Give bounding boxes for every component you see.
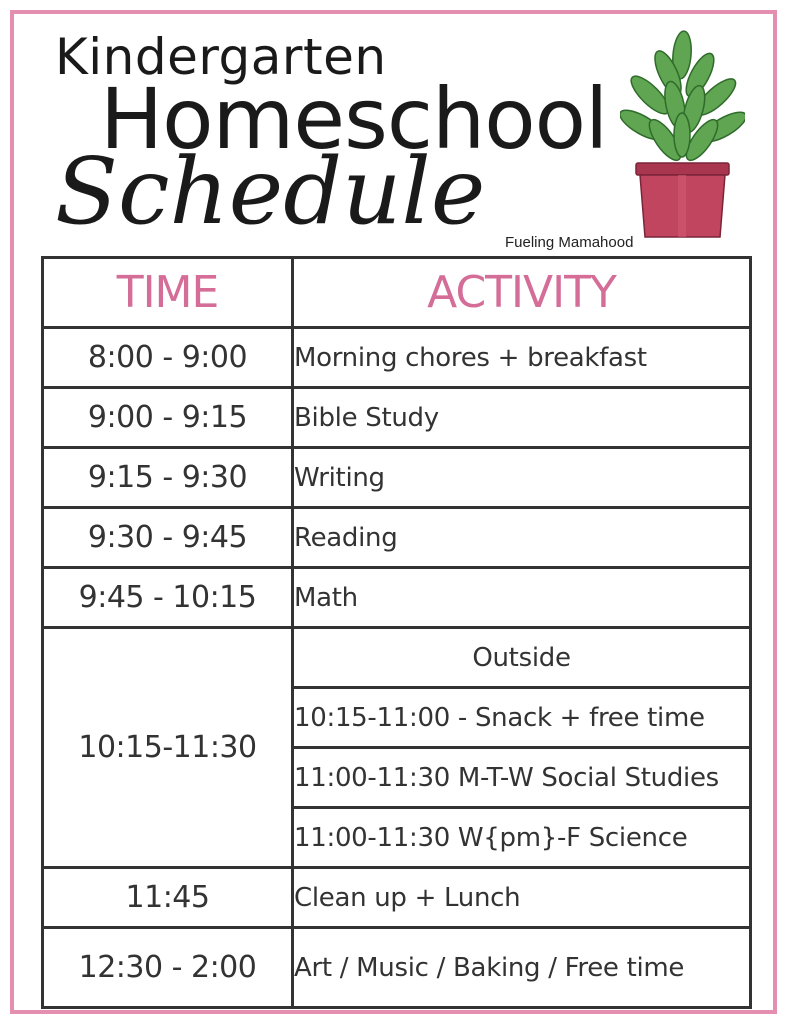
activity-cell: 11:00-11:30 M-T-W Social Studies	[293, 748, 751, 808]
table-row	[43, 328, 751, 388]
table-row	[43, 508, 751, 568]
time-cell-block: 10:15-11:30	[43, 628, 293, 868]
title-homeschool: Homeschool	[100, 70, 608, 168]
table-row	[43, 568, 751, 628]
time-cell: 12:30 - 2:00	[43, 928, 293, 1008]
header-activity: ACTIVITY	[293, 258, 751, 328]
time-cell: 11:45	[43, 868, 293, 928]
header-time: TIME	[43, 258, 293, 328]
title-kindergarten: Kindergarten	[55, 28, 387, 86]
table-row	[43, 628, 751, 688]
activity-cell: Math	[293, 568, 751, 628]
table-row	[43, 868, 751, 928]
time-cell: 8:00 - 9:00	[43, 328, 293, 388]
time-cell: 9:30 - 9:45	[43, 508, 293, 568]
table-row	[43, 388, 751, 448]
activity-cell: 11:00-11:30 W{pm}-F Science	[293, 808, 751, 868]
potted-plant-icon	[620, 25, 745, 245]
activity-cell: Writing	[293, 448, 751, 508]
activity-cell: 10:15-11:00 - Snack + free time	[293, 688, 751, 748]
table-row	[43, 928, 751, 1008]
activity-cell: Outside	[293, 628, 751, 688]
time-cell: 9:00 - 9:15	[43, 388, 293, 448]
header-row	[43, 258, 751, 328]
activity-cell: Reading	[293, 508, 751, 568]
schedule-table	[41, 256, 752, 1009]
activity-cell: Bible Study	[293, 388, 751, 448]
activity-cell: Morning chores + breakfast	[293, 328, 751, 388]
credit-text: Fueling Mamahood	[505, 234, 634, 251]
activity-cell: Art / Music / Baking / Free time	[293, 928, 751, 1008]
time-cell: 9:15 - 9:30	[43, 448, 293, 508]
time-cell: 9:45 - 10:15	[43, 568, 293, 628]
title-schedule: Schedule	[55, 138, 486, 245]
activity-cell: Clean up + Lunch	[293, 868, 751, 928]
table-row	[43, 448, 751, 508]
